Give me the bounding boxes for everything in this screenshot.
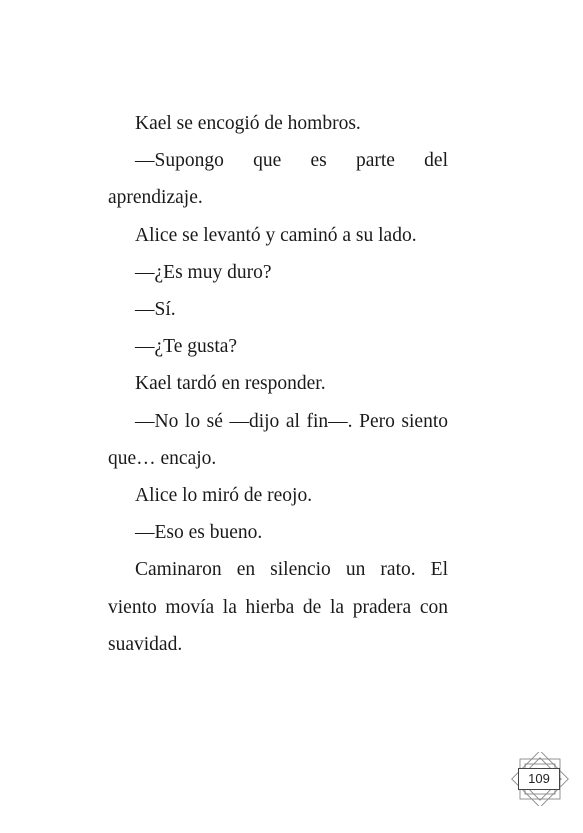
paragraph: —¿Es muy duro? <box>135 261 272 283</box>
page-number: 109 <box>518 768 560 790</box>
paragraph: —Eso es bueno. <box>135 522 263 544</box>
paragraph: Alice se levantó y caminó a su lado. <box>135 224 417 246</box>
paragraph: —Supongo que es parte del aprendizaje. <box>108 150 448 209</box>
paragraph: —No lo sé —dijo al fin—. Pero siento que… encajo. <box>108 410 448 469</box>
paragraph: Alice lo miró de reojo. <box>135 485 313 507</box>
body-text <box>108 105 448 663</box>
paragraph: —Sí. <box>135 299 176 321</box>
paragraph: Caminaron en silencio un rato. El viento movía la hierba de la pradera con suavidad. <box>108 559 448 655</box>
paragraph: Kael tardó en responder. <box>135 373 326 395</box>
paragraph: Kael se encogió de hombros. <box>135 113 361 134</box>
paragraph: —¿Te gusta? <box>135 336 238 358</box>
